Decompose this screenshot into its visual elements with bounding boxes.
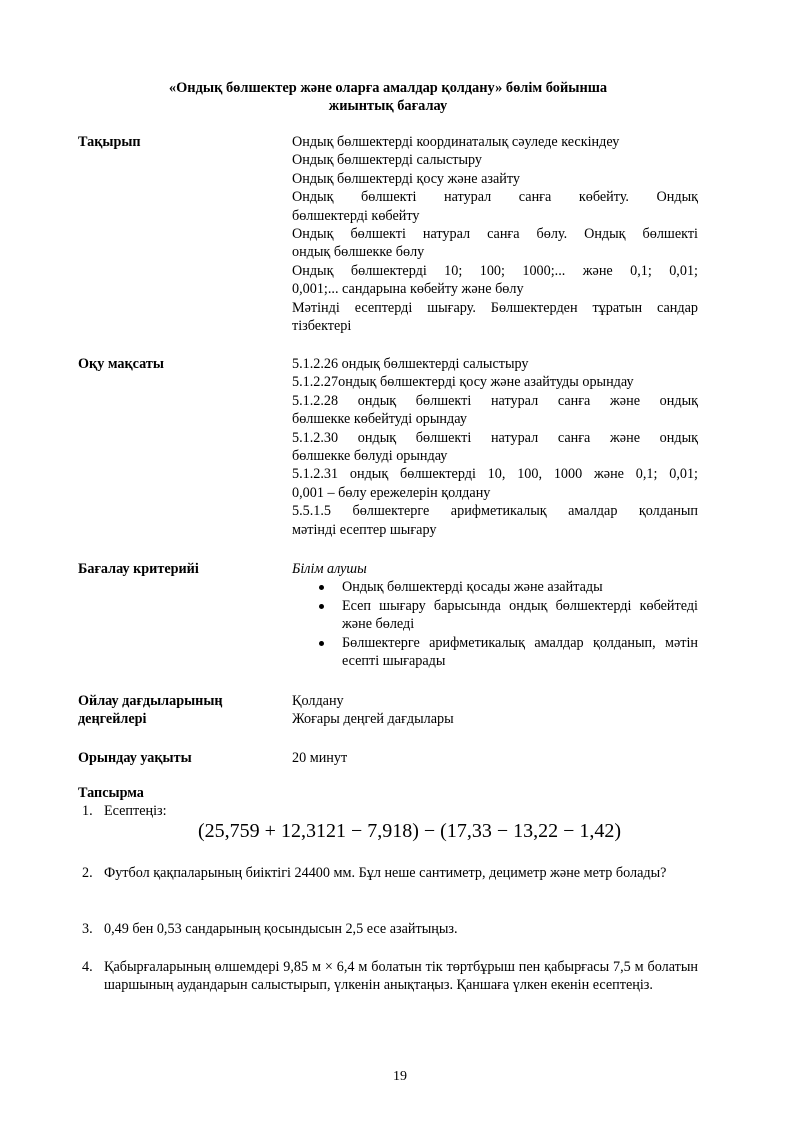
criteria-item: Ондық бөлшектерді қосады және азайтады bbox=[292, 578, 698, 596]
criteria-list bbox=[292, 578, 698, 670]
task-text: Есептеңіз: bbox=[104, 803, 167, 819]
task-text: 0,49 бен 0,53 сандарының қосындысын 2,5 есе азайтыңыз. bbox=[104, 921, 458, 937]
criteria-label: Бағалау критерийі bbox=[78, 561, 199, 577]
skills-label: Ойлау дағдыларының деңгейлері bbox=[78, 693, 223, 728]
time-label: Орындау уақыты bbox=[78, 750, 192, 766]
task-number: 4. bbox=[82, 959, 93, 975]
goal-line: 5.1.2.28 ондық бөлшекті натурал санға және ондық bbox=[292, 392, 698, 409]
skill-line: Жоғары деңгей дағдылары bbox=[292, 711, 454, 728]
topic-label: Тақырып bbox=[78, 134, 141, 150]
criteria-value bbox=[292, 560, 698, 670]
title-line-1: «Ондық бөлшектер және оларға амалдар қолдану» бөлім бойынша bbox=[168, 80, 608, 96]
goal-line: 5.1.2.26 ондық бөлшектерді салыстыру bbox=[292, 356, 529, 372]
goals-value bbox=[292, 355, 698, 539]
task-text: Футбол қақпаларының биіктігі 24400 мм. Бұл неше сантиметр, дециметр және метр болады? bbox=[104, 865, 667, 881]
goal-line: 5.1.2.30 ондық бөлшекті натурал санға және ондық bbox=[292, 429, 698, 446]
task-text: Қабырғаларының өлшемдері 9,85 м × 6,4 м болатын тік төртбұрыш пен қабырғасы 7,5 м болатын шаршының аудандарын салыстырып, үлкенін анықтаңыз. Қаншаға үлкен екенін есептеңіз. bbox=[104, 959, 698, 994]
goal-line: 0,001 – бөлу ережелерін қолдану bbox=[292, 484, 491, 501]
goal-line: 5.1.2.27ондық бөлшектерді қосу және азайтуды орындау bbox=[292, 374, 634, 391]
topic-line: Ондық бөлшектерді координаталық сәуледе кескіндеу bbox=[292, 134, 620, 150]
goal-line: бөлшекке бөлуді орындау bbox=[292, 448, 448, 465]
page-number: 19 bbox=[393, 1069, 407, 1084]
document-title bbox=[78, 79, 698, 115]
task-1-formula: (25,759 + 12,3121 − 7,918) − (17,33 − 13,22 − 1,42) bbox=[198, 820, 622, 842]
task-number: 1. bbox=[82, 803, 93, 819]
topic-line: Ондық бөлшектерді салыстыру bbox=[292, 152, 482, 169]
task-number: 3. bbox=[82, 921, 93, 937]
criteria-intro: Білім алушы bbox=[292, 561, 367, 577]
topic-line: 0,001;... сандарына көбейту және бөлу bbox=[292, 281, 524, 298]
goals-label: Оқу мақсаты bbox=[78, 356, 164, 372]
topic-line: Ондық бөлшекті натурал санға көбейту. Ондық bbox=[292, 189, 698, 206]
bullet-icon bbox=[319, 641, 324, 646]
task-number: 2. bbox=[82, 865, 93, 881]
topic-line: Мәтінді есептерді шығару. Бөлшектерден тұратын сандар bbox=[292, 299, 698, 316]
criteria-item: Есеп шығару барысында ондық бөлшектерді көбейтеді және бөледі bbox=[292, 597, 698, 634]
topic-line: Ондық бөлшектерді қосу және азайту bbox=[292, 170, 520, 187]
topic-line: Ондық бөлшектерді 10; 100; 1000;... және 0,1; 0,01; bbox=[292, 262, 698, 279]
bullet-icon bbox=[319, 604, 324, 609]
goal-line: 5.1.2.31 ондық бөлшектерді 10, 100, 1000 және 0,1; 0,01; bbox=[292, 466, 698, 483]
time-value: 20 минут bbox=[292, 750, 348, 766]
bullet-icon bbox=[319, 585, 324, 590]
topic-line: тізбектері bbox=[292, 318, 352, 335]
goal-line: бөлшекке көбейтуді орындау bbox=[292, 411, 467, 428]
topic-value bbox=[292, 133, 698, 335]
skill-line: Қолдану bbox=[292, 693, 344, 709]
skills-value bbox=[292, 692, 698, 729]
goal-line: 5.5.1.5 бөлшектерге арифметикалық амалдар қолданып bbox=[292, 503, 698, 520]
tasks-title: Тапсырма bbox=[78, 785, 144, 801]
topic-line: ондық бөлшекке бөлу bbox=[292, 244, 425, 261]
topic-line: бөлшектерді көбейту bbox=[292, 207, 420, 224]
criteria-item: Бөлшектерге арифметикалық амалдар қолданып, мәтін есепті шығарады bbox=[292, 634, 698, 671]
topic-line: Ондық бөлшекті натурал санға бөлу. Ондық бөлшекті bbox=[292, 226, 698, 243]
goal-line: мәтінді есептер шығару bbox=[292, 521, 437, 538]
title-line-2: жиынтық бағалау bbox=[328, 98, 448, 114]
